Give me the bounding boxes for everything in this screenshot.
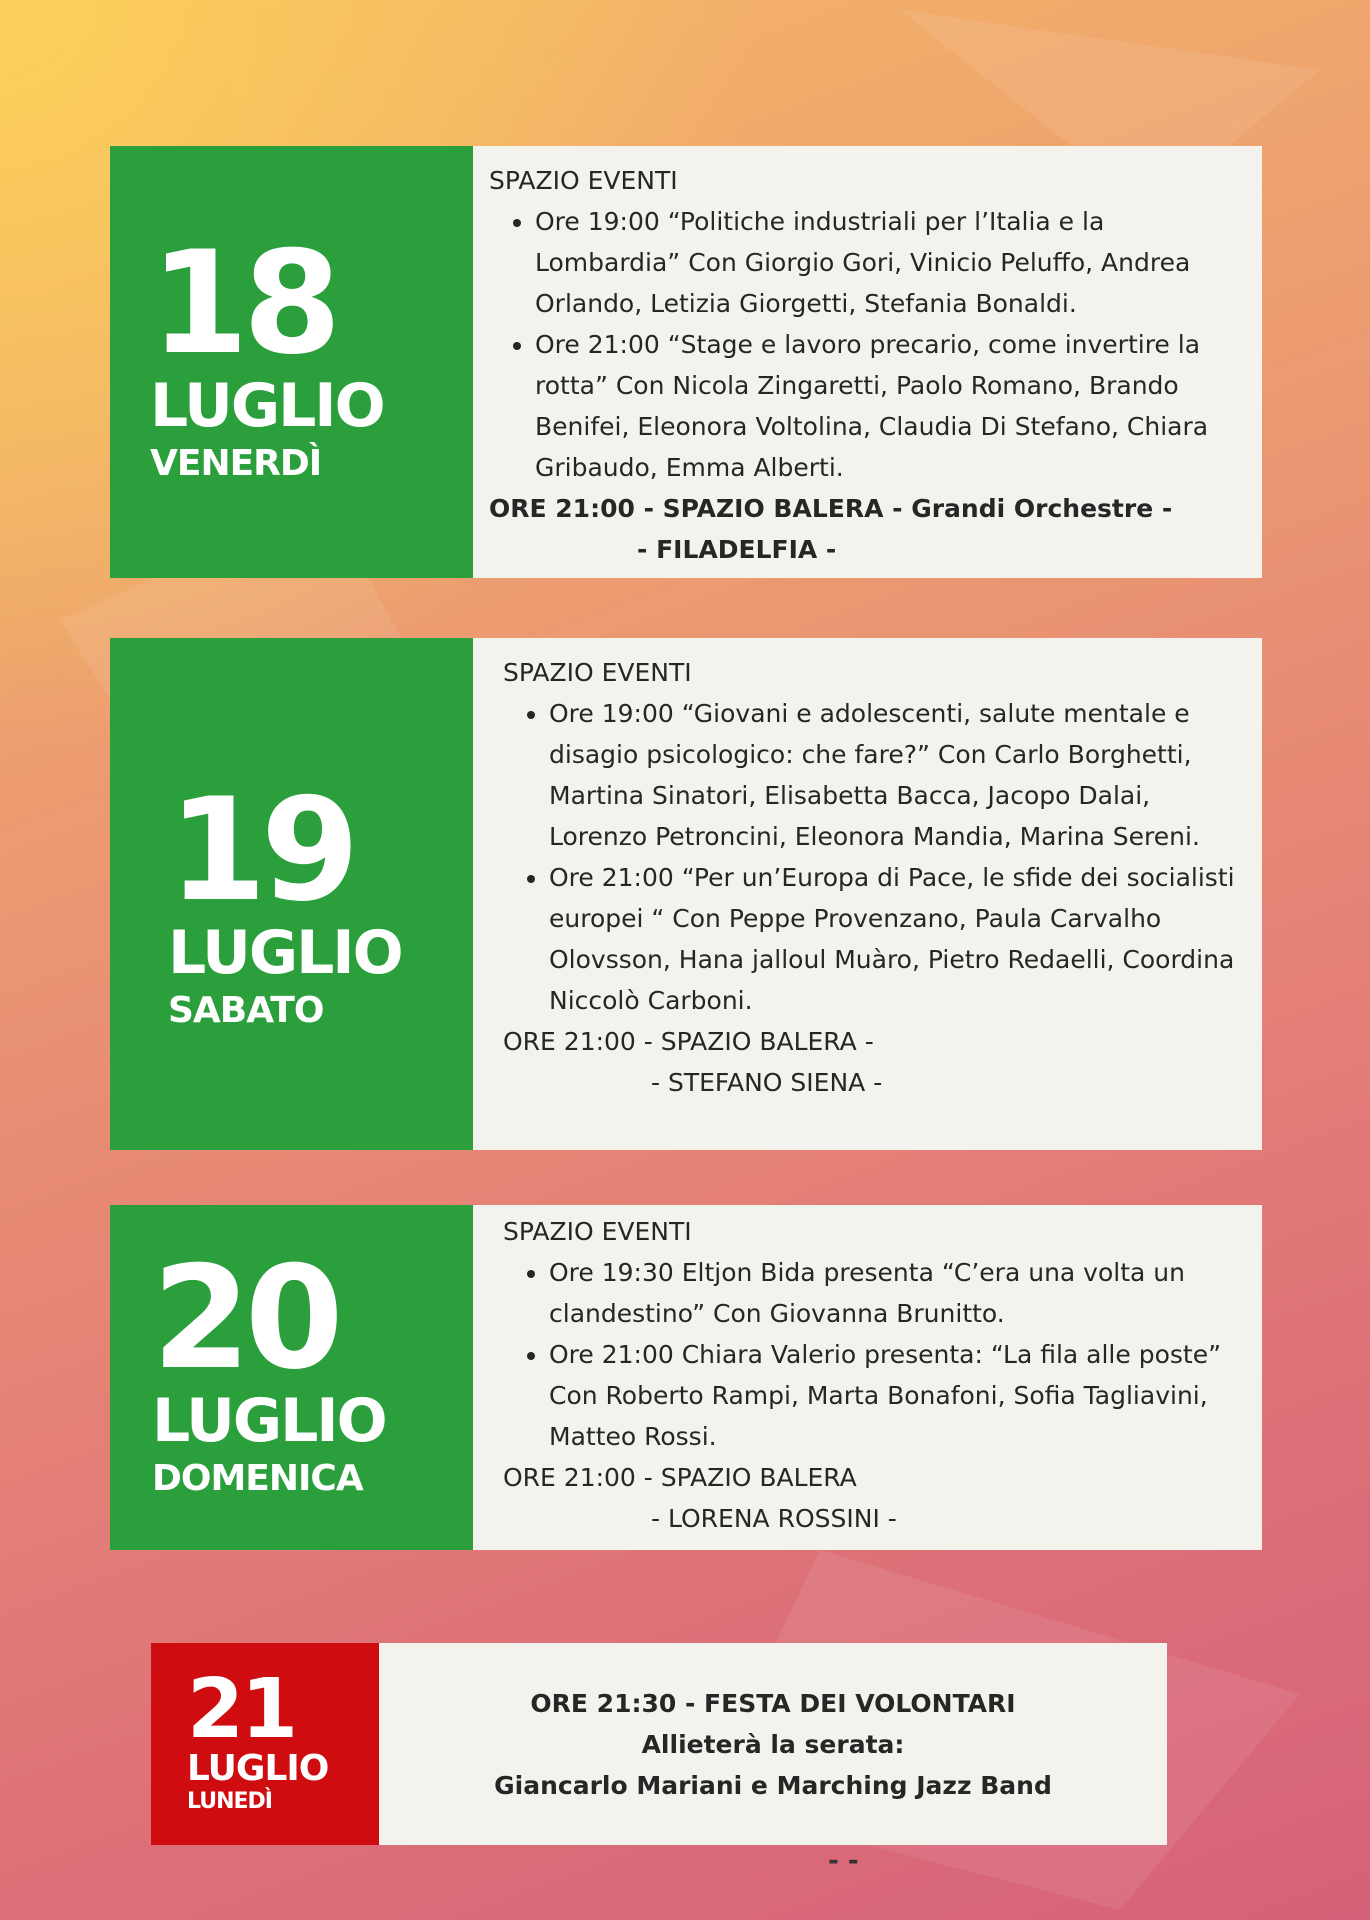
event-item: • Ore 21:00 “Stage e lavoro precario, come invertire la rotta” Con Nicola Zingaretti, Paolo Romano, Brando Benifei, Eleonora Voltolina, Claudia Di Stefano, Chiara Gribaudo, Emma Alberti. [535,324,1246,488]
date-badge [110,638,473,1150]
weekday-label: VENERDÌ [150,442,322,484]
events-panel [379,1643,1167,1845]
month-label: LUGLIO [168,917,402,988]
event-item: • Ore 21:00 Chiara Valerio presenta: “La fila alle poste” Con Roberto Rampi, Marta Bonafoni, Sofia Tagliavini, Matteo Rossi. [549,1334,1246,1457]
evening-act: - FILADELFIA - [637,535,837,564]
weekday-label: LUNEDÌ [187,1789,272,1815]
month-label: LUGLIO [152,1386,386,1457]
weekday-label: DOMENICA [152,1458,363,1500]
date-badge [110,146,473,578]
day-number: 19 [168,767,354,933]
events-panel [473,1205,1262,1550]
event-list [503,1252,1246,1457]
day-block-20 [110,1205,1262,1550]
finale-subtitle: Allieterà la serata: [641,1729,905,1759]
date-badge [110,1205,473,1550]
day-block-21 [151,1643,1167,1845]
month-label: LUGLIO [150,370,384,441]
finale-performers: Giancarlo Mariani e Marching Jazz Band [494,1770,1052,1800]
section-label: SPAZIO EVENTI [489,166,678,195]
month-label: LUGLIO [187,1747,329,1789]
event-list [503,693,1246,1021]
day-number: 18 [150,220,336,386]
day-number: 21 [187,1661,296,1757]
evening-act: - STEFANO SIENA - [651,1068,883,1097]
evening-show: ORE 21:00 - SPAZIO BALERA - Grandi Orchestre - [489,494,1173,523]
events-panel [473,146,1262,578]
date-badge [151,1643,379,1845]
events-panel [473,638,1262,1150]
page-number: - - [828,1846,859,1876]
weekday-label: SABATO [168,989,324,1031]
event-item: • Ore 19:00 “Politiche industriali per l’Italia e la Lombardia” Con Giorgio Gori, Vinicio Peluffo, Andrea Orlando, Letizia Giorgetti, Stefania Bonaldi. [535,201,1246,324]
section-label: SPAZIO EVENTI [503,658,692,687]
event-item: • Ore 21:00 “Per un’Europa di Pace, le sfide dei socialisti europei “ Con Peppe Provenzano, Paula Carvalho Olovsson, Hana jalloul Muàro, Pietro Redaelli, Coordina Niccolò Carboni. [549,857,1246,1021]
day-number: 20 [152,1236,338,1402]
event-item: • Ore 19:00 “Giovani e adolescenti, salute mentale e disagio psicologico: che fare?” Con Carlo Borghetti, Martina Sinatori, Elisabetta Bacca, Jacopo Dalai, Lorenzo Petroncini, Eleonora Mandia, Marina Sereni. [549,693,1246,857]
section-label: SPAZIO EVENTI [503,1217,692,1246]
event-item: • Ore 19:30 Eltjon Bida presenta “C’era una volta un clandestino” Con Giovanna Brunitto. [549,1252,1246,1334]
evening-act: - LORENA ROSSINI - [651,1504,897,1533]
day-block-19 [110,638,1262,1150]
day-block-18 [110,146,1262,578]
evening-show: ORE 21:00 - SPAZIO BALERA - [503,1027,874,1056]
finale-title: ORE 21:30 - FESTA DEI VOLONTARI [530,1688,1016,1718]
evening-show: ORE 21:00 - SPAZIO BALERA [503,1463,857,1492]
event-list [489,201,1246,488]
